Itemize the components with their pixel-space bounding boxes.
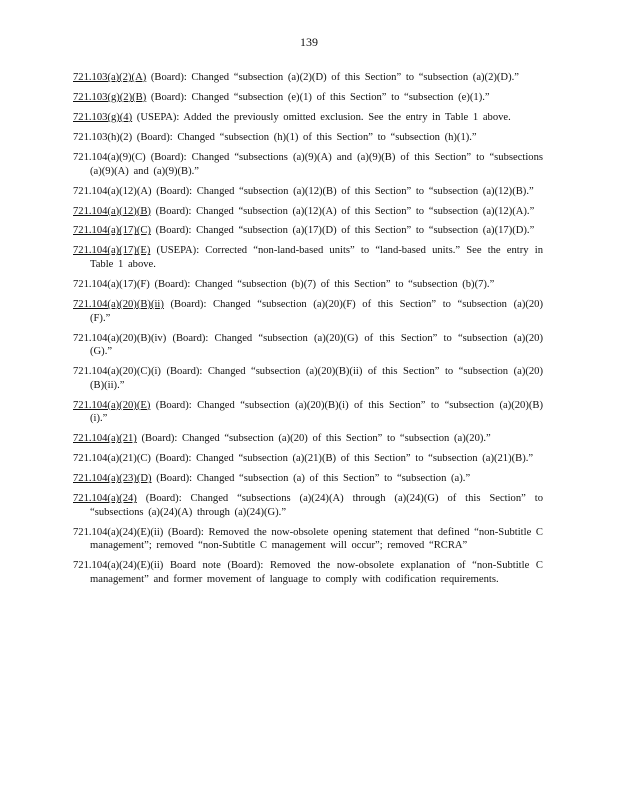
amendment-entry [73,278,543,292]
amendment-description: (Board): Changed “subsections (a)(9)(A) and (a)(9)(B) of this Section” to “subsections (a)(9)(A) and (a)(9)(B).” [90,151,543,177]
amendment-entry [73,452,543,466]
section-reference: 721.104(a)(20)(C)(i) [73,366,161,378]
section-reference: 721.104(a)(17)(F) [73,279,150,291]
amendment-description: (Board): Changed “subsection (a)(20)(F) of this Section” to “subsection (a)(20)(F).” [90,299,543,324]
amendment-entry [73,365,543,392]
amendment-entry [73,492,543,519]
amendment-entry [73,185,543,199]
amendment-entry [73,151,543,178]
amendment-description: (Board): Changed “subsection (a)(20)(B)(i) of this Section” to “subsection (a)(20)(B)(i).” [90,399,543,425]
section-reference: 721.104(a)(12)(B) [73,205,151,217]
section-reference: 721.103(a)(2)(A) [73,72,147,83]
amendment-entry [73,111,543,125]
amendment-entry [73,131,543,145]
amendment-description: (Board): Changed “subsection (a)(20) of this Section” to “subsection (a)(20).” [136,433,491,445]
amendment-description: (Board): Changed “subsection (a)(21)(B) of this Section” to “subsection (a)(21)(B).” [150,453,534,465]
amendment-description: (Board): Changed “subsections (a)(24)(A) through (a)(24)(G) of this Section” to “subsections (a)(24)(A) through (a)(24)(G).” [90,493,543,518]
amendment-entry [73,432,543,446]
amendment-entry [73,399,543,426]
page-number: 139 [300,35,318,49]
amendment-entry [73,244,543,271]
amendment-description: (Board): Changed “subsection (a)(12)(A) of this Section” to “subsection (a)(12)(A).” [150,205,535,217]
amendment-description: (Board): Removed the now-obsolete opening statement that defined “non-Subtitle C management”; removed “non-Subtitle C management will occur”; removed “RCRA” [90,526,543,552]
amendment-description: Board note (Board): Removed the now-obsolete explanation of “non-Subtitle C management” and former movement of language to comply with codification requirements. [90,560,543,586]
section-reference: 721.104(a)(24)(E)(ii) [73,560,164,572]
amendment-description: (USEPA): Corrected “non-land-based units” to “land-based units.” See the entry in Table 1 above. [90,245,543,271]
amendment-description: (Board): Changed “subsection (a)(20)(B)(ii) of this Section” to “subsection (a)(20)(B)(ii).” [90,366,543,391]
section-reference: 721.104(a)(20)(B)(iv) [73,332,167,344]
section-reference: 721.104(a)(21)(C) [73,453,151,465]
amendment-entry [73,332,543,359]
amendment-entry [73,91,543,105]
amendment-description: (Board): Changed “subsection (a)(20)(G) of this Section” to “subsection (a)(20)(G).” [90,332,543,358]
amendment-description: (Board): Changed “subsection (b)(7) of this Section” to “subsection (b)(7).” [149,279,495,291]
section-reference: 721.104(a)(20)(E) [73,399,151,411]
amendment-description: (Board): Changed “subsection (a) of this Section” to “subsection (a).” [151,473,471,485]
section-reference: 721.104(a)(12)(A) [73,185,152,197]
amendment-description: (Board): Changed “subsection (e)(1) of this Section” to “subsection (e)(1).” [146,91,490,103]
section-reference: 721.104(a)(24) [73,493,137,505]
section-reference: 721.103(g)(4) [73,111,133,123]
section-reference: 721.104(a)(9)(C) [73,151,146,163]
amendment-entry [73,71,543,85]
section-reference: 721.104(a)(23)(D) [73,473,152,485]
amendment-description: (Board): Changed “subsection (a)(12)(B) of this Section” to “subsection (a)(12)(B).” [151,185,534,197]
amendment-entry [73,298,543,325]
section-reference: 721.104(a)(20)(B)(ii) [73,299,164,311]
section-reference: 721.104(a)(17)(E) [73,245,151,257]
section-reference: 721.104(a)(21) [73,433,137,445]
amendment-entry [73,559,543,586]
amendment-description: (Board): Changed “subsection (a)(17)(D) of this Section” to “subsection (a)(17)(D).” [150,225,535,237]
amendment-description: (Board): Changed “subsection (a)(2)(D) of this Section” to “subsection (a)(2)(D).” [146,72,519,83]
section-reference: 721.104(a)(24)(E)(ii) [73,526,164,538]
section-reference: 721.103(h)(2) [73,131,133,143]
amendment-entry [73,526,543,553]
section-reference: 721.104(a)(17)(C) [73,225,151,237]
amendment-entry [73,205,543,219]
amendment-description: (Board): Changed “subsection (h)(1) of this Section” to “subsection (h)(1).” [132,131,477,143]
amendment-entry [73,224,543,238]
amendment-list [73,71,543,593]
amendment-entry [73,472,543,486]
section-reference: 721.103(g)(2)(B) [73,91,147,103]
amendment-description: (USEPA): Added the previously omitted exclusion. See the entry in Table 1 above. [132,111,511,123]
